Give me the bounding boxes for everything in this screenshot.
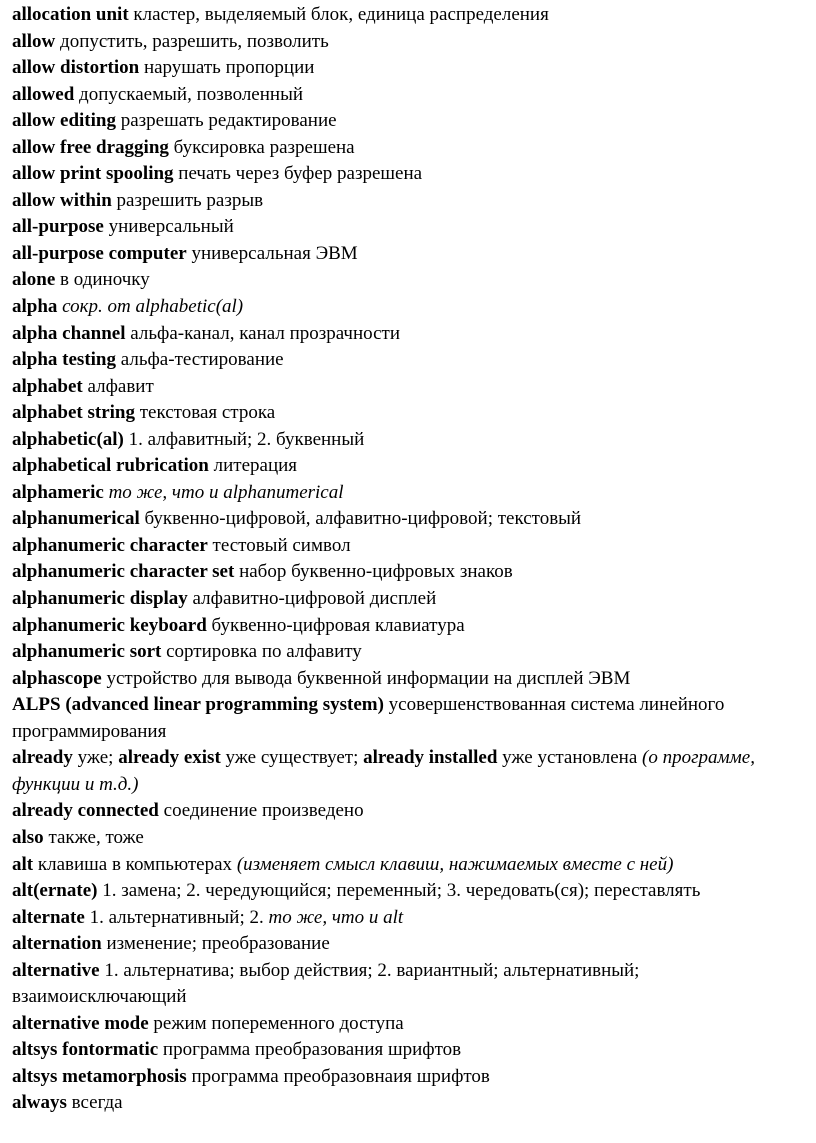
dictionary-entry	[12, 453, 802, 480]
dictionary-entry	[12, 1064, 802, 1091]
entry-definition: универсальный	[103, 216, 234, 238]
entry-term: alphabetical rubrication	[12, 455, 209, 477]
entry-term: ALPS (advanced linear programming system)	[12, 694, 384, 716]
dictionary-entry	[12, 958, 802, 1011]
entry-definition: уже установлена	[497, 747, 643, 769]
entry-definition: набор буквенно-цифровых знаков	[234, 561, 513, 583]
entry-term: also	[12, 826, 44, 848]
entry-term: alphanumeric keyboard	[12, 614, 207, 636]
dictionary-entry	[12, 480, 802, 507]
dictionary-entry	[12, 559, 802, 586]
entry-definition: алфавитно-цифровой дисплей	[187, 588, 437, 610]
entry-definition: тестовый символ	[207, 534, 351, 556]
dictionary-entry	[12, 267, 802, 294]
entry-term: alphabet	[12, 375, 83, 397]
entry-definition: кластер, выделяемый блок, единица распределения	[128, 4, 549, 25]
dictionary-entry	[12, 214, 802, 241]
entry-term: all-purpose computer	[12, 242, 187, 264]
entry-definition: в одиночку	[55, 269, 150, 291]
entry-definition: алфавит	[82, 375, 154, 397]
entry-term: alphascope	[12, 667, 102, 689]
entry-term: alphanumerical	[12, 508, 140, 530]
dictionary-entry	[12, 108, 802, 135]
entry-note: то же, что и alphanumerical	[108, 481, 344, 503]
entry-note: (о программе, функции и т.д.)	[12, 747, 755, 795]
entry-term: allow free dragging	[12, 136, 169, 158]
entry-definition: усовершенствованная система линейного программирования	[12, 694, 725, 742]
dictionary-entry	[12, 931, 802, 958]
entry-definition: уже;	[72, 747, 119, 769]
entry-definition: 1. альтернативный; 2.	[84, 906, 269, 928]
entry-definition: изменение; преобразование	[101, 933, 330, 955]
entry-term: already installed	[363, 747, 498, 769]
dictionary-entry	[12, 241, 802, 268]
entry-note: (изменяет смысл клавиш, нажимаемых вместе с ней)	[236, 853, 674, 875]
entry-definition: допускаемый, позволенный	[74, 83, 304, 105]
entry-definition: разрешать редактирование	[115, 110, 337, 132]
dictionary-entry	[12, 135, 802, 162]
entry-term: alpha channel	[12, 322, 126, 344]
dictionary-entry	[12, 878, 802, 905]
entry-term: alphanumeric character set	[12, 561, 235, 583]
entry-term: all-purpose	[12, 216, 104, 238]
dictionary-entry	[12, 852, 802, 879]
entry-note: сокр. от alphabetic(al)	[62, 296, 244, 318]
dictionary-entry	[12, 55, 802, 82]
entry-term: alpha	[12, 296, 58, 318]
entry-term: allowed	[12, 83, 75, 105]
dictionary-entry	[12, 586, 802, 613]
entry-definition: устройство для вывода буквенной информации на дисплей ЭВМ	[101, 667, 631, 689]
entry-term: allow print spooling	[12, 163, 174, 185]
dictionary-entry	[12, 506, 802, 533]
dictionary-entry	[12, 161, 802, 188]
entry-definition: печать через буфер разрешена	[173, 163, 423, 185]
dictionary-entry	[12, 294, 802, 321]
entry-term: alpha testing	[12, 349, 116, 371]
entry-definition: также, тоже	[43, 826, 144, 848]
dictionary-entry	[12, 905, 802, 932]
entry-term: alt(ernate)	[12, 880, 98, 902]
dictionary-entry	[12, 1011, 802, 1038]
dictionary-entry	[12, 82, 802, 109]
entry-term: alternative	[12, 959, 100, 981]
entry-definition: альфа-канал, канал прозрачности	[125, 322, 401, 344]
dictionary-entry	[12, 1037, 802, 1064]
entry-definition: разрешить разрыв	[111, 189, 264, 211]
entry-definition: режим попеременного доступа	[148, 1012, 404, 1034]
entry-term: alphanumeric character	[12, 534, 208, 556]
entry-definition: нарушать пропорции	[139, 57, 315, 79]
entry-definition: клавиша в компьютерах	[33, 853, 237, 875]
entry-term: allow	[12, 30, 56, 52]
dictionary-entry	[12, 798, 802, 825]
dictionary-entry	[12, 639, 802, 666]
dictionary-entry	[12, 188, 802, 215]
entry-term: always	[12, 1092, 67, 1114]
dictionary-entry	[12, 427, 802, 454]
entry-definition: соединение произведено	[158, 800, 364, 822]
entry-term: alphameric	[12, 481, 104, 503]
entry-definition: альфа-тестирование	[116, 349, 284, 371]
entry-definition: программа преобразования шрифтов	[158, 1039, 462, 1061]
entry-term: alphabetic(al)	[12, 428, 124, 450]
dictionary-entry	[12, 400, 802, 427]
entry-term: alphabet string	[12, 402, 135, 424]
entry-term: alphanumeric display	[12, 588, 188, 610]
entry-definition: буквенно-цифровой, алфавитно-цифровой; текстовый	[139, 508, 582, 530]
entry-term: alt	[12, 853, 34, 875]
entry-term: altsys fontormatic	[12, 1039, 159, 1061]
dictionary-entry	[12, 347, 802, 374]
dictionary-entry	[12, 666, 802, 693]
entry-note: то же, что и alt	[268, 906, 404, 928]
dictionary-entry	[12, 613, 802, 640]
dictionary-entry	[12, 825, 802, 852]
entry-term: already	[12, 747, 73, 769]
entry-definition: сортировка по алфавиту	[161, 641, 362, 663]
entry-term: alternation	[12, 933, 102, 955]
entry-definition: уже существует;	[220, 747, 364, 769]
entry-definition: 1. замена; 2. чередующийся; переменный; 3. чередовать(ся); переставлять	[97, 880, 701, 902]
entry-term: alphanumeric sort	[12, 641, 162, 663]
entry-definition: буксировка разрешена	[168, 136, 355, 158]
entry-definition: допустить, разрешить, позволить	[55, 30, 329, 52]
dictionary-entry	[12, 29, 802, 56]
entry-definition: текстовая строка	[135, 402, 276, 424]
entry-term: altsys metamorphosis	[12, 1065, 187, 1087]
dictionary-entry	[12, 374, 802, 401]
entry-definition: всегда	[66, 1092, 123, 1114]
dictionary-entry	[12, 533, 802, 560]
dictionary-entry	[12, 745, 802, 798]
dictionary-entry	[12, 1090, 802, 1117]
entry-term: allow within	[12, 189, 112, 211]
dictionary-entry	[12, 2, 802, 29]
entry-term: allow distortion	[12, 57, 140, 79]
entry-term: already connected	[12, 800, 159, 822]
entry-definition: программа преобразовнаия шрифтов	[186, 1065, 490, 1087]
dictionary-entry	[12, 321, 802, 348]
dictionary-entry	[12, 692, 802, 745]
entry-term: alone	[12, 269, 56, 291]
entry-term: allocation unit	[12, 4, 129, 25]
entry-term: alternate	[12, 906, 85, 928]
entry-term: alternative mode	[12, 1012, 149, 1034]
entry-definition: литерация	[208, 455, 298, 477]
entry-term: already exist	[118, 747, 221, 769]
entry-definition: универсальная ЭВМ	[186, 242, 358, 264]
entry-definition: 1. алфавитный; 2. буквенный	[123, 428, 365, 450]
entry-definition: 1. альтернатива; выбор действия; 2. вариантный; альтернативный; взаимоисключающий	[12, 959, 640, 1008]
entry-term: allow editing	[12, 110, 116, 132]
entry-definition: буквенно-цифровая клавиатура	[206, 614, 465, 636]
